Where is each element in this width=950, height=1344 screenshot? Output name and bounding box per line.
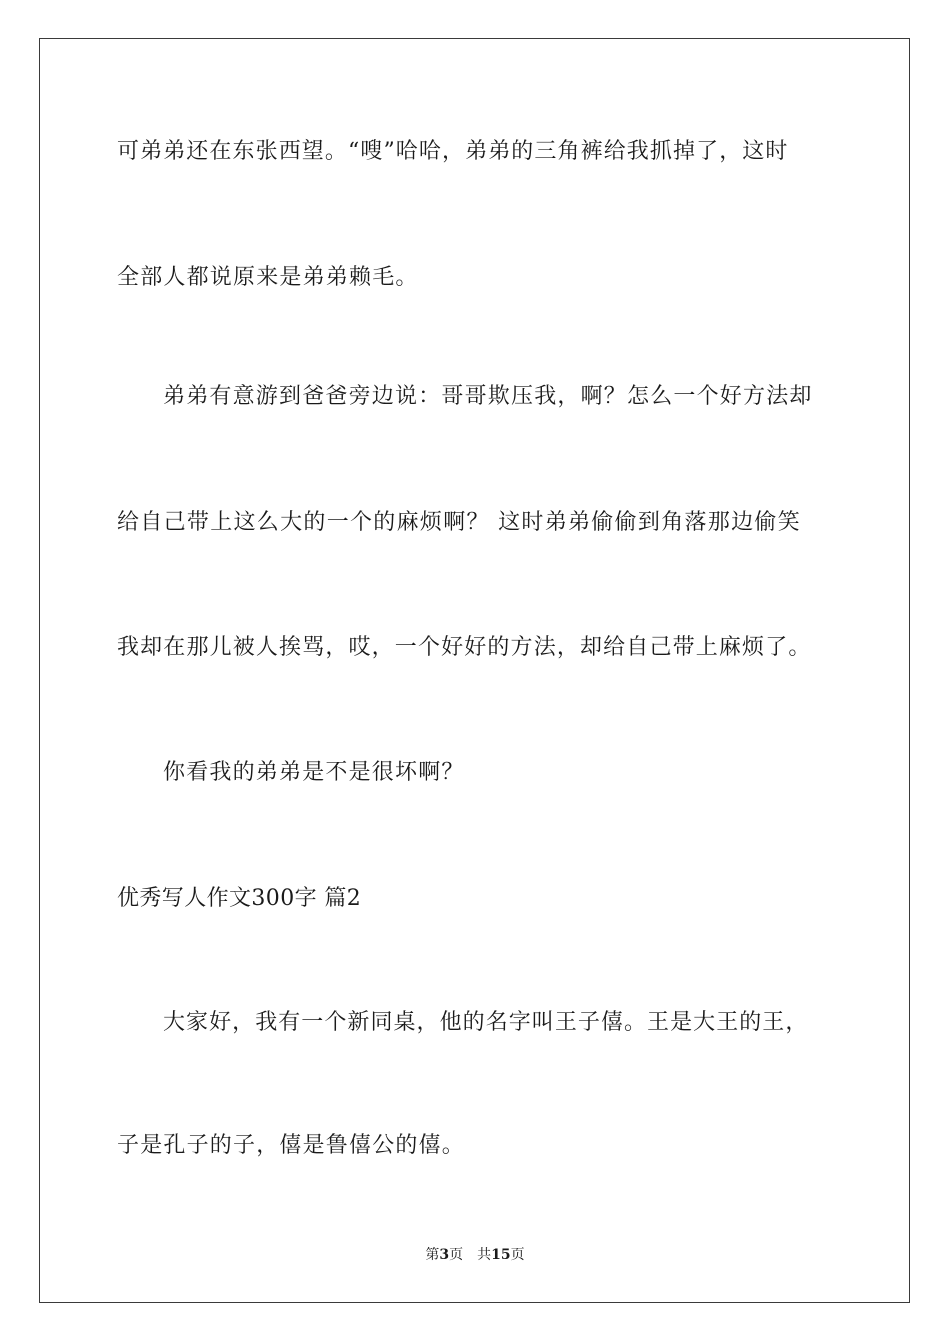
paragraph-line: 弟弟有意游到爸爸旁边说：哥哥欺压我，啊？怎么一个好方法却 (163, 384, 813, 409)
page-prefix: 第 (425, 1247, 440, 1263)
total-pages: 15 (491, 1247, 511, 1263)
text-line: 给自己带上这么大的一个的麻烦啊？ 这时弟弟偷偷到角落那边偷笑 (117, 510, 801, 535)
text-line: 全部人都说原来是弟弟赖毛。 (117, 265, 419, 290)
page-border (39, 38, 910, 1303)
total-suffix: 页 (510, 1247, 525, 1263)
text-line: 我却在那儿被人挨骂，哎，一个好好的方法，却给自己带上麻烦了。 (117, 635, 812, 660)
section-heading: 优秀写人作文300字 篇2 (117, 886, 362, 911)
paragraph-line: 大家好，我有一个新同桌，他的名字叫王子僖。王是大王的王， (163, 1010, 809, 1035)
page-suffix: 页 (449, 1247, 464, 1263)
total-prefix: 共 (477, 1247, 492, 1263)
page-footer (0, 1246, 950, 1264)
text-line: 可弟弟还在东张西望。“嗖”哈哈，弟弟的三角裤给我抓掉了，这时 (117, 139, 789, 164)
text-line: 子是孔子的子，僖是鲁僖公的僖。 (117, 1133, 466, 1158)
paragraph-line: 你看我的弟弟是不是很坏啊？ (163, 760, 465, 785)
page-number: 3 (439, 1247, 450, 1263)
